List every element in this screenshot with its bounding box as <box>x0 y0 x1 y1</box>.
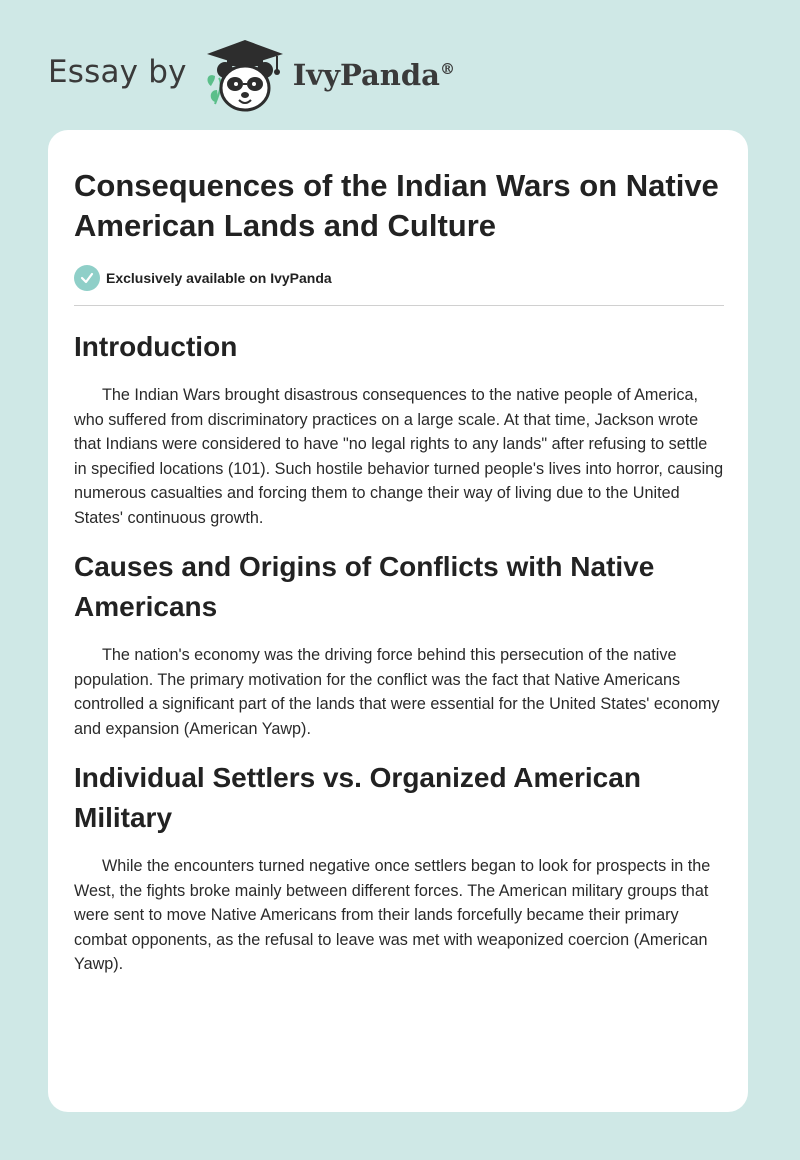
panda-graduate-icon[interactable] <box>201 34 289 114</box>
section-heading-introduction: Introduction <box>74 331 238 362</box>
essay-title: Consequences of the Indian Wars on Native American Lands and Culture <box>74 168 719 243</box>
essay-by-label: Essay by <box>48 54 187 90</box>
check-icon <box>74 265 100 291</box>
essay-card <box>48 130 748 1112</box>
section-paragraph-settlers-vs-military: While the encounters turned negative once settlers began to look for prospects in the West, the fights broke mainly between different forces. The American military groups that were sent to move Native Americans from their lands forcefully became their primary combat opponents, as the refusal to leave was met with weaponized coercion (American Yawp). <box>74 857 711 973</box>
essay-content <box>74 166 724 977</box>
section-paragraph-introduction: The Indian Wars brought disastrous consequences to the native people of America, who suffered from discriminatory practices on a large scale. At that time, Jackson wrote that Indians were considered to have "no legal rights to any lands" after refusing to settle in specified locations (101). Such hostile behavior turned people's lives into horror, causing numerous casualties and forcing them to change their way of living due to the United States' continuous growth. <box>74 386 724 527</box>
exclusive-label: Exclusively available on IvyPanda <box>106 270 332 286</box>
section-heading-settlers-vs-military: Individual Settlers vs. Organized American Military <box>74 762 641 833</box>
divider <box>74 305 724 306</box>
brand-name[interactable]: IvyPanda® <box>292 58 455 92</box>
exclusive-badge <box>74 264 724 292</box>
section-paragraph-causes: The nation's economy was the driving force behind this persecution of the native population. The primary motivation for the conflict was the fact that Native Americans controlled a significant part of the lands that were essential for the United States' economy and expansion (American Yawp). <box>74 646 720 738</box>
site-header <box>48 34 455 114</box>
section-heading-causes: Causes and Origins of Conflicts with Native Americans <box>74 551 655 622</box>
